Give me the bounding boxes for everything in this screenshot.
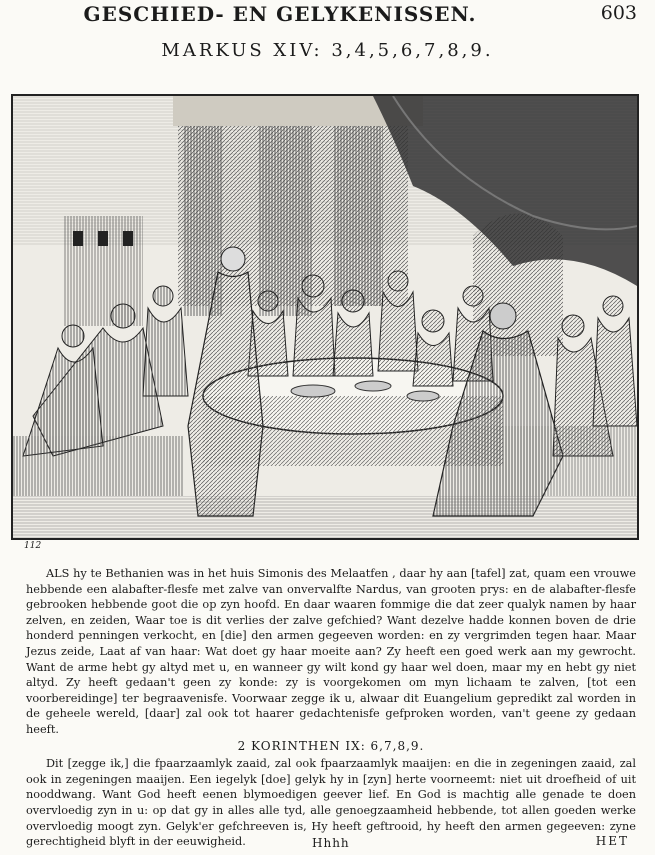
signature-mark: Hhhh (312, 836, 350, 850)
engraving-plate (11, 94, 639, 540)
catchword: HET (595, 834, 629, 848)
engraving-illustration (13, 96, 637, 538)
plate-number: 112 (24, 541, 42, 551)
gospel-passage: ALS hy te Bethanien was in het huis Simonis des Melaatfen , daar hy aan [tafel] zat, quam een vrouwe hebbende een alabafter-flesfe met zalve van onvervalfte Nardus, van grooten prys: en de alabafter-flesfe gebrooken hebbende goot die op zyn hoofd. En daar waaren fommige die dat zeer qualyk namen by haar zelven, en zeiden, Waar toe is dit verlies der zalve gefchied? Want dezelve hadde konnen boven de drie honderd penningen verkocht, en [die] den armen gegeeven worden: en zy vergrimden tegen haar. Maar Jezus zeide, Laat af van haar: Wat doet gy haar moeite aan? Zy heeft een goed werk aan my gewrocht. Want de arme hebt gy altyd met u, en wanneer gy wilt kond gy haar wel doen, maar my en hebt gy niet altyd. Zy heeft gedaan't geen zy konde: zy is voorgekomen om myn lichaam te zalven, [tot een voorbereidinge] ter begraavenisfe. Voorwaar zegge ik u, alwaar dit Euangelium gepredikt zal worden in de geheele wereld, [daar] zal ook tot haarer gedachtenisfe gefproken worden, van't geene zy gedaan heeft. (26, 567, 636, 736)
epistle-passage: Dit [zegge ik,] die fpaarzaamlyk zaaid, zal ook fpaarzaamlyk maaijen: en die in zegeningen zaaid, zal ook in zegeningen maaijen. Een iegelyk [doe] gelyk hy in [zyn] herte voorneemt: niet uit droefheid of uit nooddwang. Want God heeft eenen blymoedigen geever lief. En God is machtig alle genade te doen overvloedig zyn in u: op dat gy in alles alle tyd, alle genoegzaamheid hebbende, tot allen goeden werke overvloedig moogt zyn. Gelyk'er gefchreeven is, Hy heeft geftrooid, hy heeft den armen gegeeven: zyne gerechtigheid blyft in der eeuwigheid. (26, 757, 636, 849)
body-text (26, 566, 636, 850)
running-title: GESCHIED- EN GELYKENISSEN. (83, 2, 477, 26)
chapter-heading: MARKUS XIV: 3,4,5,6,7,8,9. (161, 40, 494, 61)
corinthians-reference: 2 KORINTHEN IX: 6,7,8,9. (237, 738, 425, 753)
page-number: 603 (600, 2, 637, 24)
